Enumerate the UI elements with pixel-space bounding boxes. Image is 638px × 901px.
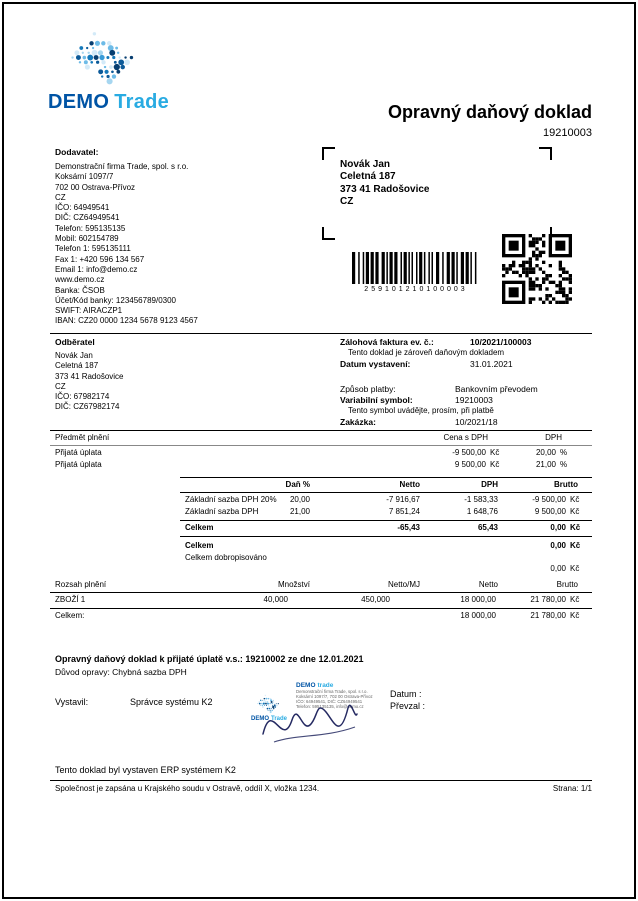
supplier-line: Email 1: info@demo.cz — [55, 264, 138, 274]
info-row-order — [340, 417, 592, 428]
divider — [50, 430, 592, 431]
col-vat: DPH — [545, 433, 562, 442]
total-row — [0, 541, 638, 552]
scope-item-netto: 18 000,00 — [460, 595, 496, 604]
supplier-line: CZ — [55, 192, 66, 202]
col-netto: Netto — [399, 480, 420, 489]
col-brutto: Brutto — [554, 480, 578, 489]
customer-block — [55, 337, 275, 413]
vat-table-header — [0, 480, 638, 491]
info-row-payment-method — [340, 384, 592, 395]
divider — [50, 333, 592, 334]
scope-table-header — [0, 580, 638, 591]
logo-trade-text: Trade — [114, 91, 170, 113]
subject-rate: 20,00 — [535, 448, 556, 457]
vat-row-rate: 21,00 — [289, 507, 310, 516]
vat-row-name: Základní sazba DPH — [185, 507, 259, 516]
qr-code — [502, 234, 574, 306]
divider — [50, 592, 592, 593]
supplier-line: Koksární 1097/7 — [55, 172, 114, 182]
correction-block — [55, 654, 363, 677]
scope-total-currency: Kč — [570, 611, 580, 620]
vat-total-brutto: 0,00 — [550, 523, 566, 532]
scope-item-currency: Kč — [570, 595, 580, 604]
stamp-line: Demonstrační firma Trade, spol. s r.o. — [296, 689, 368, 694]
supplier-line: Mobil: 602154789 — [55, 234, 119, 244]
credited-row — [0, 553, 638, 564]
order-label: Zakázka: — [340, 417, 376, 427]
stamp-mini-demo-text: DEMO — [250, 716, 269, 722]
stamp-brand — [296, 682, 368, 689]
info-row-issue-date — [340, 359, 592, 370]
corner-bracket-top-right-icon — [539, 147, 552, 160]
credited-value-row — [0, 564, 638, 575]
customer-line: DIČ: CZ67982174 — [55, 402, 120, 412]
issue-date-value: 31.01.2021 — [470, 359, 513, 369]
table-row — [0, 460, 638, 471]
col-price-with-vat: Cena s DPH — [443, 433, 488, 442]
supplier-block — [55, 147, 310, 327]
logo-wordmark — [48, 91, 198, 114]
vat-total-vat: 65,43 — [477, 523, 498, 532]
variable-symbol-value: 19210003 — [455, 395, 493, 405]
vat-row-vat: -1 583,33 — [464, 495, 498, 504]
customer-line: 373 41 Radošovice — [55, 371, 124, 381]
recipient-line: 373 41 Radošovice — [340, 183, 430, 195]
stamp-line: Koksární 1097/7, 702 00 Ostrava-Přívoz — [296, 694, 373, 700]
table-row — [0, 507, 638, 518]
variable-symbol-label: Variabilní symbol: — [340, 395, 413, 405]
col-netto: Netto — [478, 580, 498, 589]
subject-amount: 9 500,00 — [454, 460, 486, 469]
signature-scribble-icon — [260, 692, 358, 750]
col-quantity: Množství — [277, 580, 310, 589]
issue-date-label: Datum vystavení: — [340, 359, 411, 369]
supplier-line: Banka: ČSOB — [55, 285, 105, 295]
supplier-line: SWIFT: AIRACZP1 — [55, 306, 123, 316]
subject-name: Přijatá úplata — [55, 460, 102, 469]
registration-note: Společnost je zapsána u Krajského soudu v Ostravě, oddíl X, vložka 1234. — [55, 784, 320, 793]
divider — [50, 445, 592, 446]
customer-label: Odběratel — [55, 337, 95, 347]
vat-row-currency: Kč — [570, 495, 580, 504]
customer-line: CZ — [55, 381, 66, 391]
divider — [50, 608, 592, 609]
info-row-advance-note — [340, 348, 592, 359]
corner-bracket-bottom-left-icon — [322, 227, 335, 240]
vat-table-total-row — [0, 523, 638, 534]
corner-bracket-top-left-icon — [322, 147, 335, 160]
company-logo — [48, 30, 198, 114]
received-by-label: Převzal : — [390, 701, 426, 711]
erp-note: Tento doklad byl vystaven ERP systémem K2 — [55, 765, 236, 775]
correction-heading: Opravný daňový doklad k přijaté úplatě v.s.: 19210002 ze dne 12.01.2021 — [55, 654, 364, 664]
scope-item-qty: 40,000 — [263, 595, 288, 604]
vat-total-label: Celkem — [185, 523, 214, 532]
credited-label: Celkem dobropisováno — [185, 553, 267, 562]
barcode-number: 259101210100003 — [364, 286, 468, 293]
correction-reason: Důvod opravy: Chybná sazba DPH — [55, 667, 187, 677]
subject-rate-unit: % — [560, 460, 568, 469]
customer-line: Novák Jan — [55, 351, 93, 360]
col-vat-amount: DPH — [481, 480, 498, 489]
recipient-address — [340, 159, 430, 208]
vat-row-brutto: -9 500,00 — [532, 495, 566, 504]
subject-currency: Kč — [490, 448, 500, 457]
scope-total-brutto: 21 780,00 — [530, 611, 566, 620]
vat-total-currency: Kč — [570, 523, 581, 532]
supplier-line: IČO: 64949541 — [55, 203, 110, 213]
supplier-line: Telefon: 595135135 — [55, 223, 126, 233]
divider — [180, 492, 592, 493]
subject-name: Přijatá úplata — [55, 448, 102, 457]
subject-rate-unit: % — [560, 448, 568, 457]
supplier-line: Fax 1: +420 596 134 567 — [55, 254, 145, 264]
vat-row-netto: 7 851,24 — [388, 507, 420, 516]
date-label: Datum : — [390, 689, 422, 699]
subject-title: Předmět plnění — [55, 433, 110, 442]
divider — [50, 780, 592, 781]
issued-by-label: Vystavil: — [55, 697, 89, 707]
vat-row-brutto: 9 500,00 — [534, 507, 566, 516]
subject-table-header — [0, 433, 638, 444]
stamp-line: Telefon: 595135135, info@demo.cz — [296, 704, 364, 710]
stamp-mini-trade-text: Trade — [270, 716, 287, 722]
scope-total-label: Celkem: — [55, 611, 85, 620]
payment-method-label: Způsob platby: — [340, 384, 396, 394]
info-row-advance — [340, 337, 592, 348]
col-brutto: Brutto — [556, 580, 578, 589]
title-block — [388, 102, 592, 139]
advance-label: Zálohová faktura ev. č.: — [340, 337, 434, 347]
subject-currency: Kč — [490, 460, 500, 469]
vat-row-name: Základní sazba DPH 20% — [185, 495, 277, 504]
scope-item-unit-price: 450,000 — [361, 595, 390, 604]
scope-total-row — [0, 611, 638, 622]
divider — [180, 520, 592, 521]
company-stamp — [248, 682, 373, 754]
page-number: Strana: 1/1 — [552, 784, 592, 793]
issued-by-value: Správce systému K2 — [130, 697, 213, 707]
recipient-line: Novák Jan — [340, 159, 391, 170]
supplier-line: Demonstrační firma Trade, spol. s r.o. — [55, 162, 189, 171]
info-row-variable-symbol — [340, 395, 592, 406]
document-title: Opravný daňový doklad — [387, 102, 592, 122]
document-number: 19210003 — [543, 127, 592, 139]
recipient-line: Celetná 187 — [340, 171, 396, 183]
divider — [180, 477, 592, 478]
total-value: 0,00 — [550, 541, 566, 550]
subject-amount: -9 500,00 — [452, 448, 486, 457]
credited-value: 0,00 — [550, 564, 566, 573]
vat-total-netto: -65,43 — [397, 523, 420, 532]
barcode-bars — [352, 252, 480, 284]
order-value: 10/2021/18 — [455, 417, 498, 427]
customer-line: IČO: 67982174 — [55, 392, 110, 402]
scope-total-netto: 18 000,00 — [460, 611, 496, 620]
col-unit-price: Netto/MJ — [387, 580, 420, 589]
supplier-line: 702 00 Ostrava-Přívoz — [55, 182, 136, 192]
recipient-line: CZ — [340, 195, 354, 207]
variable-symbol-note: Tento symbol uvádějte, prosím, při platbě — [348, 406, 494, 415]
vat-row-netto: -7 916,67 — [386, 495, 420, 504]
barcode — [352, 252, 480, 293]
stamp-brand-demo-text: DEMO — [296, 682, 316, 689]
advance-value: 10/2021/100003 — [470, 337, 532, 347]
col-vat-rate: Daň % — [285, 480, 310, 489]
total-currency: Kč — [570, 541, 581, 550]
supplier-label: Dodavatel: — [55, 147, 99, 157]
info-row-vs-note — [340, 406, 592, 417]
logo-demo-text: DEMO — [48, 91, 110, 113]
supplier-line: Telefon 1: 595135111 — [55, 244, 131, 254]
customer-line: Celetná 187 — [55, 361, 99, 371]
scope-item-brutto: 21 780,00 — [530, 595, 566, 604]
vat-row-vat: 1 648,76 — [466, 507, 498, 516]
stamp-line: IČO: 64949541, DIČ: CZ64949541 — [296, 699, 363, 705]
logo-dots-icon — [62, 30, 142, 87]
vat-row-rate: 20,00 — [289, 495, 310, 504]
advance-note: Tento doklad je zároveň daňovým dokladem — [348, 348, 505, 357]
stamp-brand-trade-text: trade — [317, 682, 334, 689]
total-label: Celkem — [185, 541, 214, 550]
scope-item-name: ZBOŽÍ 1 — [55, 595, 86, 604]
table-row — [0, 595, 638, 606]
scope-title: Rozsah plnění — [55, 580, 107, 589]
vat-row-currency: Kč — [570, 507, 580, 516]
supplier-line: www.demo.cz — [55, 275, 105, 285]
supplier-line: IBAN: CZ20 0000 1234 5678 9123 4567 — [55, 316, 198, 326]
payment-method-value: Bankovním převodem — [455, 384, 538, 394]
divider — [180, 536, 592, 537]
credited-currency: Kč — [570, 564, 580, 573]
supplier-line: DIČ: CZ64949541 — [55, 213, 120, 223]
subject-rate: 21,00 — [535, 460, 556, 469]
table-row — [0, 448, 638, 459]
table-row — [0, 495, 638, 506]
supplier-line: Účet/Kód banky: 123456789/0300 — [55, 295, 176, 305]
